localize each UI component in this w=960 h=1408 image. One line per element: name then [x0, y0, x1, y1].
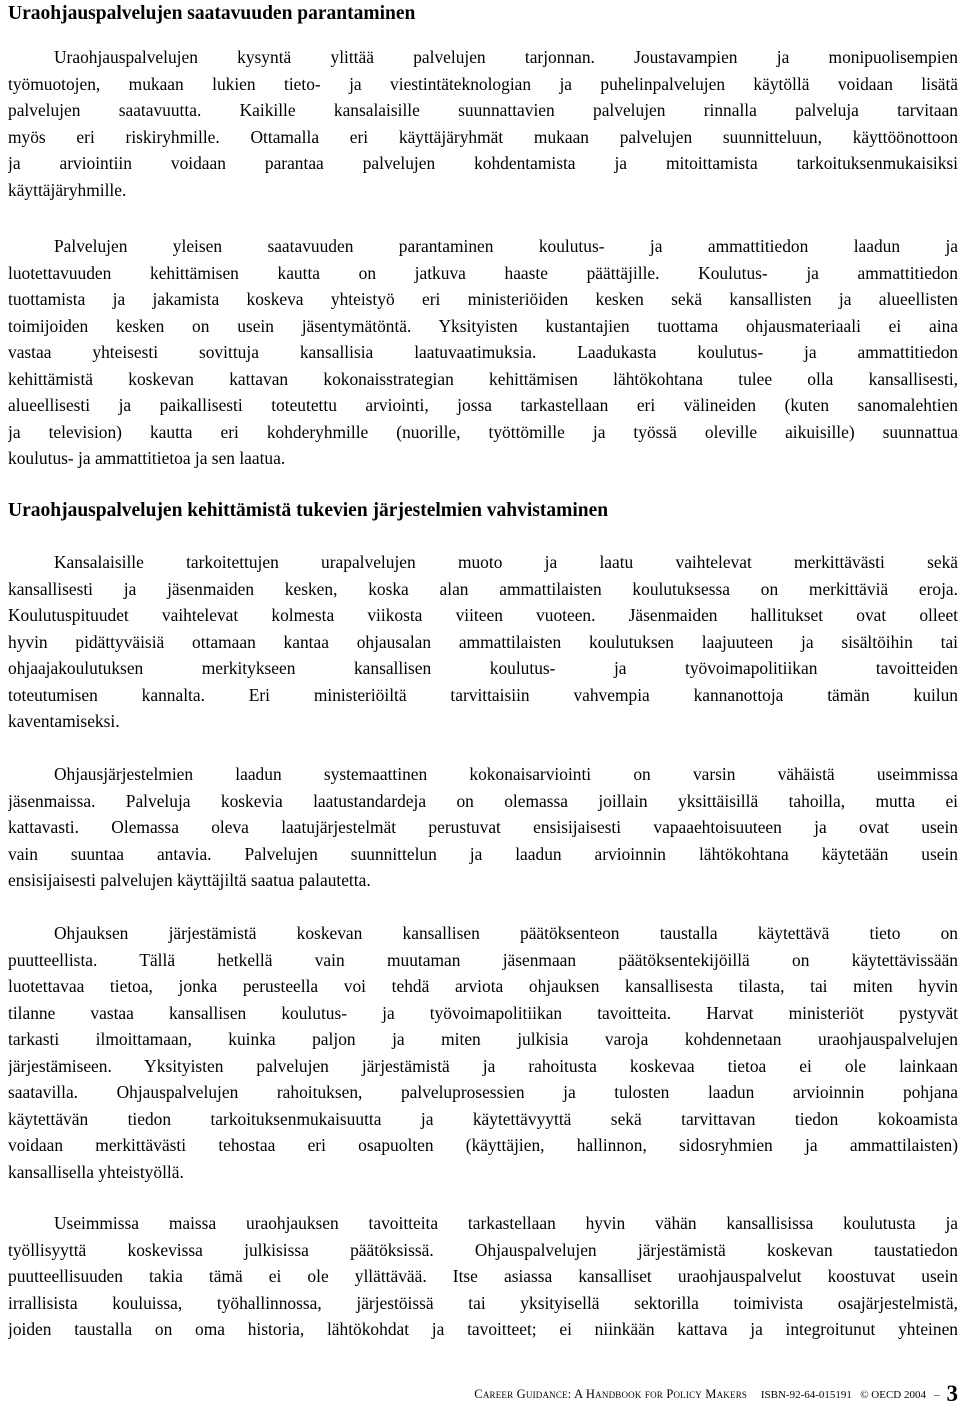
section-heading-systems: Uraohjauspalvelujen kehittämistä tukevien järjestelmien vahvistaminen — [8, 500, 609, 521]
text-line: saatavilla. Ohjauspalvelujen rahoituksen, palveluprosessien ja tulosten laadun arvioinnin pohjana — [8, 1082, 958, 1102]
text-line: tarkasti ilmoittamaan, kuinka paljon ja miten julkisia varoja kohdennetaan uraohjauspalvelujen — [8, 1029, 958, 1049]
text-line: kaventamiseksi. — [8, 711, 120, 731]
text-line: järjestämiseen. Yksityisten palvelujen järjestämistä ja rahoitusta koskevaa tietoa ei ole lainkaan — [8, 1055, 958, 1076]
text-line: Kansalaisille tarkoitettujen urapalvelujen muoto ja laatu vaihtelevat merkittävästi sekä — [54, 552, 958, 572]
text-line: vastaa yhteisesti sovittuja kansallisia laatuvaatimuksia. Laadukasta koulutus- ja ammattitiedon — [8, 342, 958, 362]
text-line: kattavasti. Olemassa oleva laatujärjestelmät perustuvat ensisijaisesti vapaaehtoisuuteen ja ovat usein — [8, 817, 958, 837]
page-footer — [0, 1381, 958, 1407]
text-line: toteutumisen kannalta. Eri ministeriöiltä tarvittaisiin vahvempia kannanottoja tämän kuilun — [8, 684, 958, 705]
text-line: koulutus- ja ammattitietoa ja sen laatua. — [8, 448, 286, 468]
text-line: vain suuntaa antavia. Palvelujen suunnittelun ja laadun arvioinnin lähtökohtana käytetään usein — [8, 843, 958, 864]
text-line: tuottamista ja jakamista koskeva yhteistyö eri ministeriöiden kesken sekä kansallisten ja alueellisten — [8, 289, 958, 309]
section-heading-availability: Uraohjauspalvelujen saatavuuden parantaminen — [8, 3, 416, 24]
text-line: Ohjauksen järjestämistä koskevan kansallisen päätöksenteon taustalla käytettävä tieto on — [54, 923, 958, 943]
text-line: kansallisella yhteistyöllä. — [8, 1161, 184, 1182]
footer-dash: – — [934, 1389, 940, 1401]
paragraph-1 — [8, 44, 958, 203]
text-line: ja arviointiin voidaan parantaa palvelujen kohdentamista ja mitoittamista tarkoituksenmukaisiksi — [8, 153, 958, 173]
text-line: kansallisesti ja jäsenmaiden kesken, koska alan ammattilaisten koulutuksessa on merkittäviä eroja. — [8, 578, 958, 599]
text-line: puutteellisuuden takia tämä ei ole yllättävää. Itse asiassa kansalliset uraohjauspalvelut koostuvat usein — [8, 1266, 958, 1286]
text-line: Useimmissa maissa uraohjauksen tavoitteita tarkastellaan hyvin vähän kansallisissa koulutusta ja — [54, 1213, 958, 1233]
copyright: © OECD 2004 — [860, 1389, 926, 1401]
paragraph-2 — [8, 233, 958, 472]
text-line: tilanne vastaa kansallisen koulutus- ja työvoimapolitiikan tavoitteita. Harvat ministeriöt pystyvät — [8, 1002, 958, 1023]
paragraph-3 — [8, 549, 958, 735]
text-line: ja television) kautta eri kohderyhmille (nuorille, työttömille ja työssä oleville aikuisille) suunnattua — [8, 421, 958, 442]
text-line: Koulutuspituudet vaihtelevat kolmesta viikosta viiteen vuoteen. Jäsenmaiden hallitukset ovat olleet — [8, 605, 958, 625]
text-line: voidaan merkittävästi tehostaa eri osapuolten (käyttäjien, hallinnon, sidosryhmien ja ammattilaisten) — [8, 1135, 958, 1155]
text-line: irrallisista kouluissa, työhallinnossa, järjestöissä tai yksityisellä sektorilla toimivista osajärjestelmistä, — [8, 1292, 958, 1313]
text-line: ensisijaisesti palvelujen käyttäjiltä saatua palautetta. — [8, 870, 371, 890]
isbn: ISBN-92-64-015191 — [760, 1389, 852, 1401]
text-line: palvelujen saatavuutta. Kaikille kansalaisille suunnattavien palvelujen rinnalla palveluja tarvitaan — [8, 100, 958, 120]
text-line: työmuotojen, mukaan lukien tieto- ja viestintäteknologian ja puhelinpalvelujen käytöllä voidaan lisätä — [8, 73, 958, 94]
page-number: 3 — [946, 1381, 958, 1406]
text-line: joiden taustalla on oma historia, lähtökohdat ja tavoitteet; ei niinkään kattava ja integroitunut yhteinen — [8, 1319, 958, 1339]
text-line: luotettavaa tietoa, jonka perusteella voi tehdä arviota ohjauksen kansallisesta tilasta, tai miten hyvin — [8, 976, 958, 996]
text-line: myös eri riskiryhmille. Ottamalla eri käyttäjäryhmät mukaan palvelujen suunnitteluun, käyttöönottoon — [8, 126, 958, 147]
paragraph-5 — [8, 920, 958, 1185]
text-line: Palvelujen yleisen saatavuuden parantaminen koulutus- ja ammattitiedon laadun ja — [54, 236, 958, 256]
paragraph-6 — [8, 1210, 958, 1343]
text-line: jäsenmaissa. Palveluja koskevia laatustandardeja on olemassa joillain yksittäisillä tahoilla, mutta ei — [8, 790, 958, 811]
text-line: käyttäjäryhmille. — [8, 179, 127, 200]
text-line: alueellisesti ja paikallisesti toteutettu arviointi, jossa tarkastellaan eri välineiden (kuten sanomalehtien — [8, 395, 958, 415]
publication-title: Career Guidance: A Handbook for Policy Makers — [474, 1387, 748, 1401]
text-line: Uraohjauspalvelujen kysyntä ylittää palvelujen tarjonnan. Joustavampien ja monipuolisempien — [54, 47, 958, 67]
text-line: työllisyyttä koskevissa julkisissa päätöksissä. Ohjauspalvelujen järjestämistä koskevan taustatiedon — [8, 1239, 958, 1260]
text-line: Ohjausjärjestelmien laadun systemaattinen kokonaisarviointi on varsin vähäistä useimmissa — [54, 764, 958, 784]
text-line: hyvin pidättyväisiä ottamaan kantaa ohjausalan ammattilaisten koulutuksen laajuuteen ja sisältöihin tai — [8, 631, 958, 652]
text-line: ohjaajakoulutuksen merkitykseen kansallisen koulutus- ja työvoimapolitiikan tavoitteiden — [8, 658, 958, 678]
text-line: puutteellista. Tällä hetkellä vain muutaman jäsenmaan päätöksentekijöillä on käytettävissään — [8, 949, 958, 970]
paragraph-4 — [8, 761, 958, 894]
text-line: toimijoiden kesken on usein jäsentymätöntä. Yksityisten kustantajien tuottama ohjausmateriaali ei aina — [8, 315, 958, 336]
text-line: kehittämistä koskevan kattavan kokonaisstrategian kehittämisen lähtökohtana tulee olla kansallisesti, — [8, 368, 958, 389]
text-line: käytettävän tiedon tarkoituksenmukaisuutta ja käytettävyyttä sekä tarvittavan tiedon kokoamista — [8, 1108, 958, 1129]
text-line: luotettavuuden kehittämisen kautta on jatkuva haaste päättäjille. Koulutus- ja ammattitiedon — [8, 262, 958, 283]
